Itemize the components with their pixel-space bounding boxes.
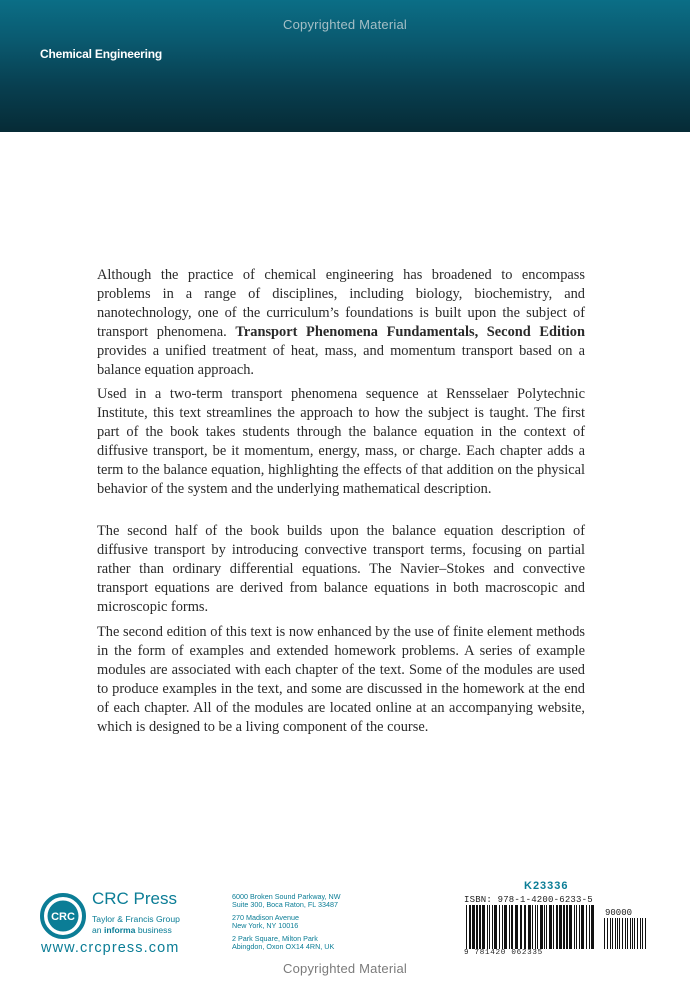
address-boca-raton: 6000 Broken Sound Parkway, NW Suite 300, Boca Raton, FL 33487 bbox=[232, 892, 341, 910]
barcode-bar bbox=[489, 905, 490, 949]
barcode-bar bbox=[615, 918, 616, 949]
publisher-group-block bbox=[92, 914, 180, 936]
barcode-number: 9 781420 062335 bbox=[464, 949, 543, 957]
barcode-bar bbox=[482, 905, 485, 949]
barcode-bar bbox=[553, 905, 554, 949]
crc-logo-text: CRC bbox=[51, 911, 75, 923]
barcode-bar bbox=[504, 905, 507, 949]
barcode-bar bbox=[604, 918, 605, 949]
cover-header-band bbox=[0, 0, 690, 132]
barcode-bar bbox=[632, 918, 633, 949]
publisher-name: CRC Press bbox=[92, 889, 178, 908]
blurb-p1-text-a: Although the practice of chemical engineering has broadened to encompass problems in a range of disciplines, including biology, biochemistry, and nanotechnology, one of the curriculum’s foundations is built upon the subject of transport phenomena. bbox=[97, 267, 585, 340]
barcode-bar bbox=[535, 905, 536, 949]
barcode-bar bbox=[540, 905, 543, 949]
barcode-bar bbox=[546, 905, 547, 949]
barcode-bar bbox=[502, 905, 503, 949]
blurb-paragraph-2: Used in a two-term transport phenomena sequence at Rensselaer Polytechnic Institute, this text streamlines the approach to how the subject is taught. The first part of the book takes students through the balance equation in the context of diffusive transport, be it momentum, energy, mass, or charge. Each chapter adds a term to the balance equation, highlighting the effects of that addition on the physical behavior of the system and the underlying mathematical description. bbox=[97, 386, 585, 497]
barcode-bar bbox=[591, 905, 594, 949]
barcode-bar bbox=[469, 905, 471, 949]
barcode-bar bbox=[520, 905, 522, 949]
barcode-bar bbox=[476, 905, 478, 949]
barcode-bar bbox=[509, 905, 510, 949]
barcode-bar bbox=[612, 918, 613, 949]
barcode-bar bbox=[492, 905, 493, 949]
barcode-bar bbox=[627, 918, 628, 949]
barcode-bar bbox=[494, 905, 497, 949]
blurb-paragraph-1 bbox=[97, 266, 585, 380]
barcode-bar bbox=[499, 905, 500, 949]
barcode-bar bbox=[566, 905, 568, 949]
barcode-bar bbox=[645, 918, 646, 949]
crc-logo-icon bbox=[40, 893, 86, 939]
price-barcode bbox=[604, 918, 648, 949]
barcode-bar bbox=[589, 905, 590, 949]
barcode-bar bbox=[574, 905, 575, 949]
barcode-bar bbox=[622, 918, 623, 949]
barcode-bar bbox=[581, 905, 584, 949]
barcode-bar bbox=[586, 905, 587, 949]
barcode-bar bbox=[544, 905, 545, 949]
barcode-bar bbox=[479, 905, 481, 949]
barcode-bar bbox=[549, 905, 552, 949]
price-code: 90000 bbox=[605, 908, 633, 918]
barcode-bar bbox=[619, 918, 620, 949]
barcode-bar bbox=[515, 905, 518, 949]
barcode-bar bbox=[610, 918, 611, 949]
barcode-bar bbox=[569, 905, 572, 949]
barcode-bar bbox=[537, 905, 538, 949]
address-new-york: 270 Madison Avenue New York, NY 10016 bbox=[232, 912, 300, 931]
barcode-bar bbox=[625, 918, 626, 949]
barcode-bar bbox=[634, 918, 635, 949]
barcode-bar bbox=[532, 905, 533, 949]
isbn-label: ISBN: 978-1-4200-6233-5 bbox=[464, 895, 593, 905]
barcode-bar bbox=[642, 918, 643, 949]
address-abingdon: 2 Park Square, Milton Park Abingdon, Oxon OX14 4RN, UK bbox=[232, 933, 335, 952]
barcode-bar bbox=[563, 905, 565, 949]
blurb-paragraph-3: The second half of the book builds upon the balance equation description of diffusive transport by introducing convective transport terms, focusing on partial rather than ordinary differential equations. The Navier–Stokes and convective transport equations are derived from balance equations in both macroscopic and microscopic forms. bbox=[97, 523, 585, 615]
publisher-group: Taylor & Francis Group bbox=[92, 914, 180, 924]
publisher-addresses bbox=[232, 893, 341, 955]
barcode-bar bbox=[528, 905, 531, 949]
book-title-inline: Transport Phenomena Fundamentals, Second Edition bbox=[235, 324, 585, 340]
publisher-business: an informa business bbox=[92, 925, 172, 935]
barcode-bar bbox=[617, 918, 618, 949]
barcode-bar bbox=[576, 905, 577, 949]
barcode-bar bbox=[466, 905, 467, 949]
barcode-bar bbox=[579, 905, 580, 949]
barcode-bar bbox=[524, 905, 526, 949]
publisher-url[interactable]: www.crcpress.com bbox=[41, 940, 180, 956]
barcode-bar bbox=[487, 905, 488, 949]
barcode-bar bbox=[559, 905, 562, 949]
barcode-bar bbox=[640, 918, 641, 949]
barcode-bar bbox=[630, 918, 631, 949]
barcode-bar bbox=[607, 918, 608, 949]
product-code: K23336 bbox=[524, 880, 569, 892]
series-label: Chemical Engineering bbox=[40, 47, 163, 61]
isbn-barcode bbox=[466, 905, 596, 949]
blurb-p1-text-b: provides a unified treatment of heat, mass, and momentum transport based on a balance equation approach. bbox=[97, 343, 585, 378]
barcode-bar bbox=[472, 905, 475, 949]
watermark-bottom: Copyrighted Material bbox=[283, 961, 407, 976]
barcode-bar bbox=[511, 905, 513, 949]
watermark-top: Copyrighted Material bbox=[283, 17, 407, 32]
blurb-paragraph-4: The second edition of this text is now enhanced by the use of finite element methods in the form of examples and extended homework problems. A series of example modules are associated with each chapter of the text. Some of the modules are used to produce examples in the text, and some are discussed in the homework at the end of each chapter. All of the modules are located online at an accompanying website, which is designed to be a living component of the course. bbox=[97, 624, 585, 735]
barcode-bar bbox=[637, 918, 638, 949]
barcode-bar bbox=[556, 905, 558, 949]
